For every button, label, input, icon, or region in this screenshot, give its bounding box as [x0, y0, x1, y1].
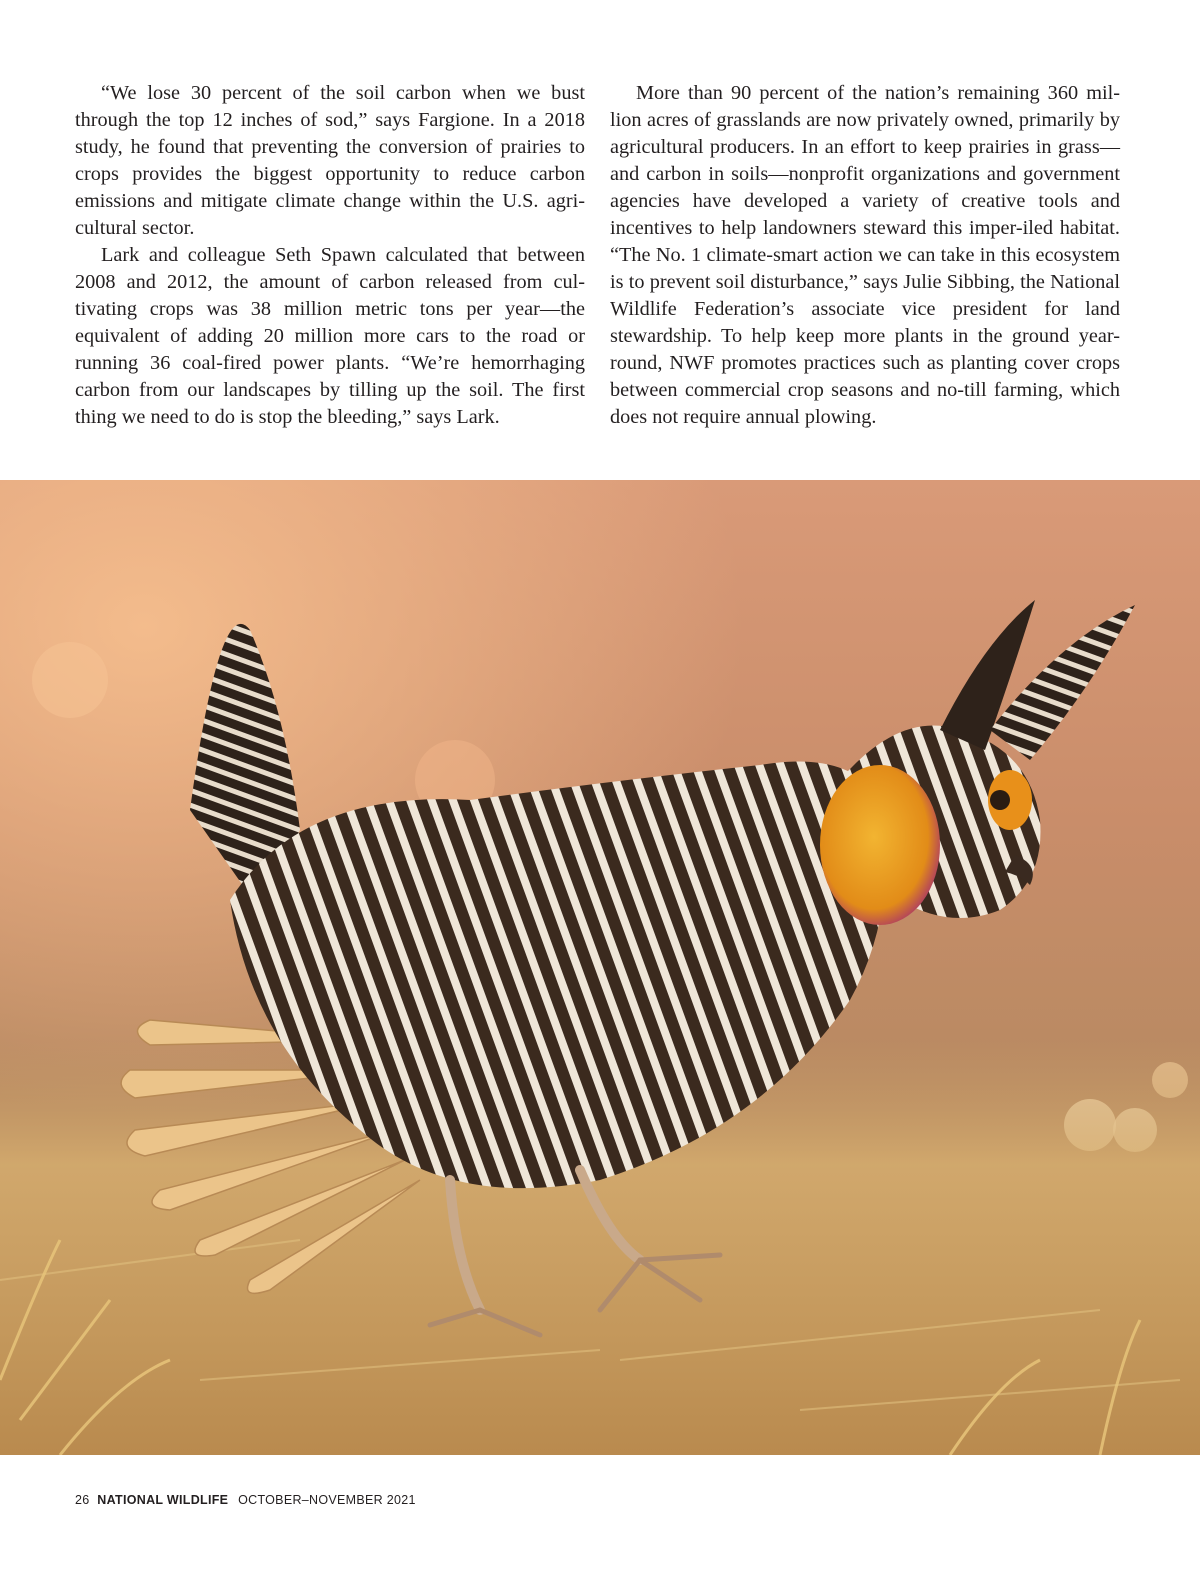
paragraph: More than 90 percent of the nation’s remaining 360 mil-lion acres of grasslands are now privately owned, primarily by agricultural producers. In an effort to keep prairies in grass—and carbon in soils—nonprofit organizations and government agencies have developed a variety of creative tools and incentives to help landowners steward this imper-iled habitat. “The No. 1 climate-smart action we can take in this ecosystem is to prevent soil disturbance,” says Julie Sibbing, the National Wildlife Federation’s associate vice president for land stewardship. To help keep more plants in the ground year-round, NWF promotes practices such as planting cover crops between commercial crop seasons and no-till farming, which does not require annual plowing.	[610, 82, 1120, 428]
right-column	[610, 80, 1120, 440]
paragraph: Lark and colleague Seth Spawn calculated that between 2008 and 2012, the amount of carbon released from cul-tivating crops was 38 million metric tons per year—the equivalent of adding 20 million more cars to the road or running 36 coal-fired power plants. “We’re hemorrhaging carbon from our landscapes by tilling up the soil. The first thing we need to do is stop the bleeding,” says Lark.	[75, 244, 585, 428]
article-body	[75, 80, 1120, 440]
prairie-chicken-photo	[0, 480, 1200, 1455]
left-column	[75, 80, 585, 440]
issue-date: OCTOBER–NOVEMBER 2021	[238, 1493, 416, 1507]
page-number: 26	[75, 1493, 90, 1507]
magazine-name: NATIONAL WILDLIFE	[97, 1493, 229, 1507]
page-footer	[75, 1493, 416, 1507]
paragraph: “We lose 30 percent of the soil carbon when we bust through the top 12 inches of sod,” says Fargione. In a 2018 study, he found that preventing the conversion of prairies to crops provides the biggest opportunity to reduce carbon emissions and mitigate climate change within the U.S. agri-cultural sector.	[75, 82, 585, 239]
